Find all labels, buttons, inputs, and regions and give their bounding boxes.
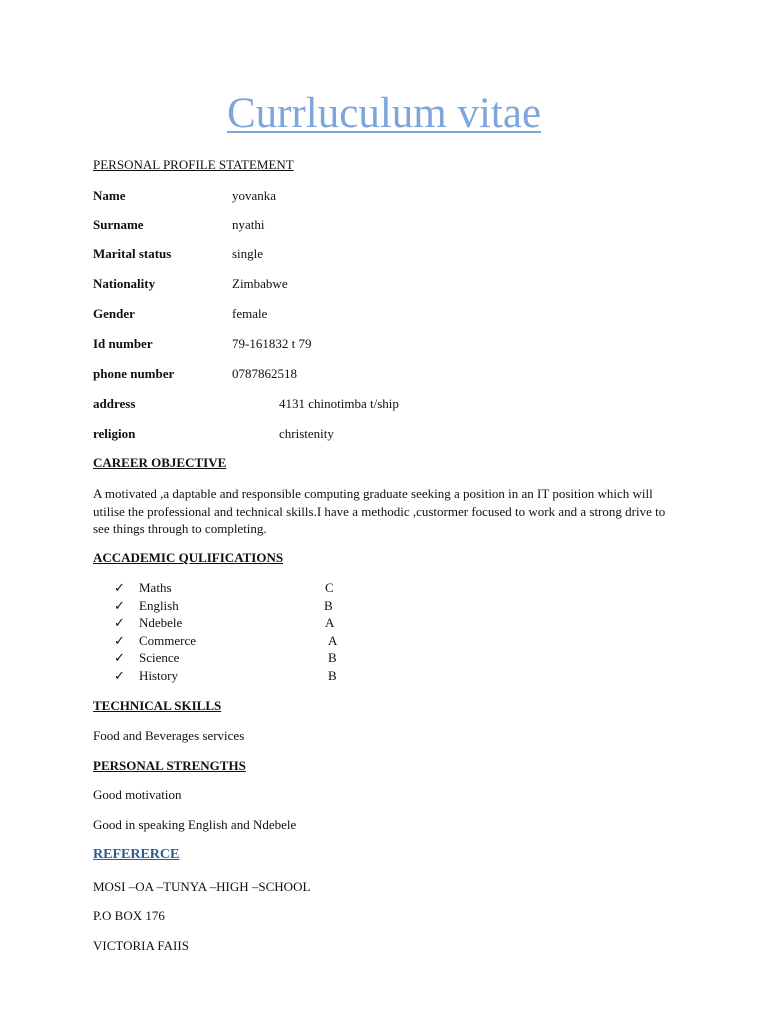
- detail-label: Surname: [93, 217, 144, 232]
- profile-heading: PERSONAL PROFILE STATEMENT: [93, 157, 294, 172]
- strengths-heading: PERSONAL STRENGTHS: [93, 758, 246, 773]
- checkmark-icon: ✓: [114, 633, 125, 648]
- detail-label: religion: [93, 426, 136, 441]
- technical-skill-text: Food and Beverages services: [93, 728, 245, 743]
- qualification-subject: Commerce: [139, 633, 197, 648]
- reference-line: VICTORIA FAIIS: [93, 938, 189, 953]
- detail-label: phone number: [93, 366, 175, 381]
- detail-value: female: [232, 306, 268, 321]
- detail-value: yovanka: [232, 188, 277, 203]
- strength-item: Good motivation: [93, 787, 182, 802]
- detail-label: Marital status: [93, 246, 172, 261]
- detail-value: christenity: [279, 426, 334, 441]
- career-heading: CAREER OBJECTIVE: [93, 455, 227, 470]
- career-objective-text: A motivated ,a daptable and responsible computing graduate seeking a position in an IT position which will utilise the professional and technical skills.I have a methodic ,custormer focused to work and a strong drive to see things through to completing.: [93, 486, 666, 536]
- detail-value: nyathi: [232, 217, 265, 232]
- checkmark-icon: ✓: [114, 598, 125, 613]
- qualification-subject: English: [139, 598, 179, 613]
- qualification-subject: History: [139, 668, 178, 683]
- qualification-grade: C: [325, 580, 334, 595]
- qualification-subject: Maths: [139, 580, 172, 595]
- detail-label: Name: [93, 188, 126, 203]
- reference-line: P.O BOX 176: [93, 908, 165, 923]
- checkmark-icon: ✓: [114, 650, 125, 665]
- document-title: Currluculum vitae: [226, 90, 542, 137]
- detail-value: 0787862518: [232, 366, 297, 381]
- checkmark-icon: ✓: [114, 580, 125, 595]
- detail-value: 79-161832 t 79: [232, 336, 312, 351]
- detail-label: Gender: [93, 306, 135, 321]
- strength-item: Good in speaking English and Ndebele: [93, 817, 297, 832]
- qualification-grade: A: [328, 633, 338, 648]
- detail-value: Zimbabwe: [232, 276, 288, 291]
- detail-value: single: [232, 246, 264, 261]
- qualification-grade: B: [324, 598, 333, 613]
- technical-heading: TECHNICAL SKILLS: [93, 698, 222, 713]
- detail-label: Nationality: [93, 276, 156, 291]
- qualification-grade: A: [325, 615, 335, 630]
- academic-heading: ACCADEMIC QULIFICATIONS: [93, 550, 284, 565]
- qualification-grade: B: [328, 668, 337, 683]
- qualification-subject: Ndebele: [139, 615, 183, 630]
- detail-label: address: [93, 396, 136, 411]
- checkmark-icon: ✓: [114, 615, 125, 630]
- checkmark-icon: ✓: [114, 668, 125, 683]
- detail-label: Id number: [93, 336, 153, 351]
- reference-line: MOSI –OA –TUNYA –HIGH –SCHOOL: [93, 879, 311, 894]
- qualification-subject: Science: [139, 650, 180, 665]
- reference-heading: REFERERCE: [93, 847, 180, 862]
- qualification-grade: B: [328, 650, 337, 665]
- detail-value: 4131 chinotimba t/ship: [279, 396, 399, 411]
